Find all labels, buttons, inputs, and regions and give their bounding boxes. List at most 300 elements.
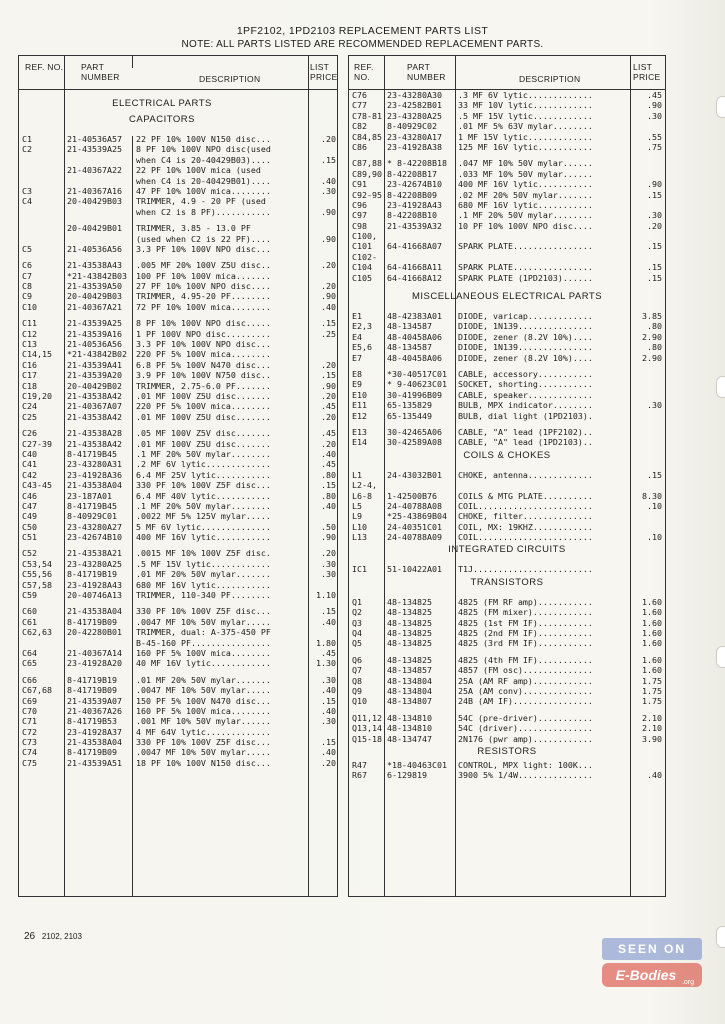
table-row bbox=[349, 121, 665, 131]
row-ref: C78-81 bbox=[352, 110, 382, 121]
row-part-number: 48-134807 bbox=[387, 696, 432, 707]
row-description: 125 MF 16V lytic........... bbox=[458, 141, 593, 152]
row-price: .20 bbox=[647, 220, 662, 231]
row-description: 400 MF 16V lytic........... bbox=[136, 532, 271, 543]
column-divider bbox=[132, 56, 133, 68]
table-row bbox=[19, 470, 337, 480]
parts-table-left bbox=[18, 55, 338, 897]
row-part-number: 48-134810 bbox=[387, 723, 432, 734]
row-price: .15 bbox=[647, 272, 662, 283]
row-part-number: 21-43539A51 bbox=[67, 757, 122, 768]
section-heading bbox=[19, 112, 337, 128]
row-ref: C71 bbox=[22, 716, 37, 727]
row-description: .01 MF 100V Z5U disc....... bbox=[136, 438, 271, 449]
row-ref: C77 bbox=[352, 100, 367, 111]
row-description: 6.4 MF 25V lytic........... bbox=[136, 469, 271, 480]
row-part-number: 23-43280A25 bbox=[67, 558, 122, 569]
section-heading-text: COILS & CHOKES bbox=[463, 449, 551, 461]
binder-hole bbox=[716, 646, 725, 668]
row-ref: E1 bbox=[352, 311, 362, 322]
section-heading-text: CAPACITORS bbox=[129, 114, 195, 125]
row-ref: L13 bbox=[352, 532, 367, 543]
row-description: .3 MF 6V lytic............. bbox=[458, 90, 593, 100]
row-part-number: 48-134810 bbox=[387, 712, 432, 723]
row-description: DIODE, 1N139............... bbox=[458, 342, 593, 353]
table-row bbox=[19, 590, 337, 600]
table-row bbox=[19, 606, 337, 616]
table-row bbox=[19, 318, 337, 328]
row-description: 4825 (4th FM IF)........... bbox=[458, 654, 593, 665]
binder-hole bbox=[716, 926, 725, 948]
table-row bbox=[349, 231, 665, 241]
row-ref: C16 bbox=[22, 359, 37, 370]
row-description: 3.3 PF 10% 100V NPO disc... bbox=[136, 339, 271, 350]
row-part-number: * 9-40623C01 bbox=[387, 379, 447, 390]
row-description: DIODE, 1N139............... bbox=[458, 321, 593, 332]
table-row bbox=[349, 90, 665, 100]
table-row bbox=[19, 439, 337, 449]
table-row bbox=[349, 111, 665, 121]
row-description: .2 MF 6V lytic............. bbox=[136, 459, 271, 470]
row-description: .1 MF 20% 50V mylar........ bbox=[136, 448, 271, 459]
section-heading bbox=[349, 575, 665, 591]
row-price: .45 bbox=[647, 90, 662, 100]
row-description: 4 MF 64V lytic............. bbox=[136, 726, 271, 737]
row-description: .005 MF 20% 100V Z5U disc.. bbox=[136, 260, 271, 271]
row-description: 6.4 MF 40V lytic........... bbox=[136, 490, 271, 501]
row-description: TRIMMER, dual: A-375-450 PF bbox=[136, 627, 271, 638]
rows-left bbox=[19, 90, 337, 768]
row-description: .0047 MF 10% 50V mylar..... bbox=[136, 747, 271, 758]
row-ref: C102- bbox=[352, 251, 377, 262]
row-ref: E5,6 bbox=[352, 342, 372, 353]
row-description: 1 PF 100V NPO disc......... bbox=[136, 328, 271, 339]
row-price: .30 bbox=[647, 210, 662, 221]
row-ref: L6-8 bbox=[352, 490, 372, 501]
row-part-number: 21-40367A07 bbox=[67, 401, 122, 412]
table-row bbox=[19, 747, 337, 757]
row-part-number: 30-42465A06 bbox=[387, 426, 442, 437]
row-ref: E12 bbox=[352, 410, 367, 421]
row-description: .5 MF 15V lytic............ bbox=[136, 558, 271, 569]
row-description: TRIMMER, 4.95-20 PF........ bbox=[136, 291, 271, 302]
row-description: 10 PF 10% 100V NPO disc.... bbox=[458, 220, 593, 231]
row-part-number: 8-41719B53 bbox=[67, 716, 117, 727]
row-description: TRIMMER, 110-340 PF........ bbox=[136, 590, 271, 601]
table-row bbox=[19, 617, 337, 627]
row-price: .40 bbox=[647, 770, 662, 781]
row-price: .40 bbox=[321, 747, 336, 758]
row-description: CONTROL, MPX light: 100K... bbox=[458, 759, 593, 770]
table-row bbox=[349, 665, 665, 675]
row-part-number: 8-42208B17 bbox=[387, 168, 437, 179]
row-part-number: 48-134825 bbox=[387, 607, 432, 618]
table-row bbox=[19, 532, 337, 542]
row-ref: C50 bbox=[22, 521, 37, 532]
row-description: DIODE, zener (8.2V 10%).... bbox=[458, 352, 593, 363]
row-part-number: *30-40517C01 bbox=[387, 368, 447, 379]
table-row bbox=[19, 349, 337, 359]
row-price: 2.90 bbox=[642, 352, 662, 363]
row-price: .80 bbox=[321, 469, 336, 480]
row-ref: C4 bbox=[22, 196, 32, 207]
row-part-number: 23-43280A31 bbox=[67, 459, 122, 470]
section-heading bbox=[19, 96, 337, 112]
row-ref: C14,15 bbox=[22, 349, 52, 360]
row-part-number: 64-41668A07 bbox=[387, 241, 442, 252]
row-description: 330 PF 10% 100V Z5F disc... bbox=[136, 480, 271, 491]
row-part-number: 20-42280B01 bbox=[67, 627, 122, 638]
table-row bbox=[349, 273, 665, 283]
row-description: .001 MF 10% 50V mylar...... bbox=[136, 716, 271, 727]
section-heading-text: MISCELLANEOUS ELECTRICAL PARTS bbox=[411, 291, 603, 303]
row-part-number: 21-43539A32 bbox=[387, 220, 442, 231]
row-price: .40 bbox=[321, 685, 336, 696]
row-price: .90 bbox=[647, 179, 662, 190]
row-part-number: *18-40463C01 bbox=[387, 759, 447, 770]
row-ref: IC1 bbox=[352, 564, 367, 575]
row-description: 680 MF 16V lytic........... bbox=[136, 579, 271, 590]
row-part-number: 8-41719B45 bbox=[67, 500, 117, 511]
row-price: .40 bbox=[321, 301, 336, 312]
table-row bbox=[19, 459, 337, 469]
table-row bbox=[19, 569, 337, 579]
table-row bbox=[349, 332, 665, 342]
row-description: CABLE, speaker............. bbox=[458, 389, 593, 400]
row-description: SPARK PLATE (1PD2103)...... bbox=[458, 272, 593, 283]
row-part-number: 48-134825 bbox=[387, 617, 432, 628]
row-ref: E13 bbox=[352, 426, 367, 437]
row-ref: E7 bbox=[352, 352, 362, 363]
section-heading bbox=[349, 744, 665, 760]
row-description: .1 MF 20% 50V mylar........ bbox=[458, 210, 593, 221]
row-price: 2.90 bbox=[642, 331, 662, 342]
row-description: TRIMMER, 4.9 - 20 PF (used bbox=[136, 196, 266, 207]
row-part-number: 23-41928A38 bbox=[387, 141, 442, 152]
row-price: .45 bbox=[321, 401, 336, 412]
row-description: 25A (AM conv).............. bbox=[458, 685, 593, 696]
row-ref: C27-39 bbox=[22, 438, 52, 449]
row-part-number: 21-43538A43 bbox=[67, 260, 122, 271]
row-description: 3.3 PF 10% 100V NPO disc... bbox=[136, 243, 271, 254]
row-description: .01 MF 20% 50V mylar....... bbox=[136, 674, 271, 685]
row-ref: C64 bbox=[22, 647, 37, 658]
row-ref: L5 bbox=[352, 500, 362, 511]
row-price: .50 bbox=[321, 521, 336, 532]
table-row bbox=[349, 470, 665, 480]
row-ref: C75 bbox=[22, 757, 37, 768]
row-price: 2.10 bbox=[642, 712, 662, 723]
row-ref: Q5 bbox=[352, 638, 362, 649]
row-price: .15 bbox=[321, 370, 336, 381]
table-row bbox=[19, 412, 337, 422]
row-ref: C12 bbox=[22, 328, 37, 339]
table-row bbox=[349, 262, 665, 272]
row-ref: C61 bbox=[22, 616, 37, 627]
row-ref: C10 bbox=[22, 301, 37, 312]
row-part-number: 21-43539A25 bbox=[67, 318, 122, 329]
row-ref: Q9 bbox=[352, 685, 362, 696]
col-desc-header: DESCRIPTION bbox=[519, 74, 581, 84]
table-row bbox=[349, 770, 665, 780]
row-part-number: 48-134825 bbox=[387, 654, 432, 665]
row-price: .15 bbox=[321, 480, 336, 491]
row-description: .1 MF 20% 50V mylar........ bbox=[136, 500, 271, 511]
table-row bbox=[19, 648, 337, 658]
row-part-number: 21-43539A07 bbox=[67, 695, 122, 706]
row-description: .01 MF 100V Z5U disc....... bbox=[136, 411, 271, 422]
row-price: .20 bbox=[321, 359, 336, 370]
row-price: .40 bbox=[321, 500, 336, 511]
watermark-line1: SEEN ON bbox=[617, 942, 687, 956]
row-description: 400 MF 16V lytic........... bbox=[458, 179, 593, 190]
row-price: .30 bbox=[321, 674, 336, 685]
row-price: .10 bbox=[647, 500, 662, 511]
row-description: .01 MF 100V Z5U disc....... bbox=[136, 390, 271, 401]
row-price: .15 bbox=[321, 737, 336, 748]
row-part-number: 6-129819 bbox=[387, 770, 427, 781]
table-row bbox=[19, 176, 337, 186]
row-ref: C104 bbox=[352, 262, 372, 273]
row-price: .45 bbox=[321, 428, 336, 439]
row-part-number: 23-42674B10 bbox=[67, 532, 122, 543]
row-price: .40 bbox=[321, 448, 336, 459]
row-price: .30 bbox=[321, 558, 336, 569]
row-description: 25A (AM RF amp)............ bbox=[458, 675, 593, 686]
row-ref: C76 bbox=[352, 90, 367, 100]
row-part-number: 21-43538A42 bbox=[67, 390, 122, 401]
table-row bbox=[19, 449, 337, 459]
table-row bbox=[19, 381, 337, 391]
row-part-number: 21-40367A14 bbox=[67, 647, 122, 658]
row-description: 100 PF 10% 100V mica....... bbox=[136, 270, 271, 281]
row-ref: E2,3 bbox=[352, 321, 372, 332]
table-row bbox=[19, 758, 337, 768]
row-ref: C3 bbox=[22, 185, 32, 196]
row-description: .047 MF 10% 50V mylar...... bbox=[458, 158, 593, 169]
row-ref: R47 bbox=[352, 759, 367, 770]
table-row bbox=[349, 158, 665, 168]
row-part-number: 21-40367A22 bbox=[67, 165, 122, 176]
row-part-number: 8-41719B19 bbox=[67, 674, 117, 685]
column-headers bbox=[19, 56, 337, 90]
table-row bbox=[349, 200, 665, 210]
col-price-header: LIST PRICE bbox=[310, 62, 338, 82]
row-price: 1.60 bbox=[642, 596, 662, 607]
table-row bbox=[19, 302, 337, 312]
row-description: 2N176 (pwr amp)............ bbox=[458, 733, 593, 744]
row-description: 160 PF 5% 100V mica........ bbox=[136, 705, 271, 716]
table-row bbox=[349, 142, 665, 152]
table-row bbox=[19, 196, 337, 206]
col-price-header: LIST PRICE bbox=[633, 62, 661, 82]
row-part-number: 48-134825 bbox=[387, 628, 432, 639]
row-description: .0022 MF 5% 125V mylar..... bbox=[136, 511, 271, 522]
page-number: 26 bbox=[24, 931, 36, 942]
row-description: .5 MF 15V lytic............ bbox=[458, 110, 593, 121]
row-ref: C57,58 bbox=[22, 579, 52, 590]
row-part-number: 8-42208B10 bbox=[387, 210, 437, 221]
binder-hole bbox=[716, 96, 725, 118]
row-price: .45 bbox=[321, 647, 336, 658]
row-price: .15 bbox=[321, 606, 336, 617]
watermark-line2: E-Bodies bbox=[615, 967, 677, 983]
row-ref: Q2 bbox=[352, 607, 362, 618]
row-part-number: 23-43280A27 bbox=[67, 521, 122, 532]
row-part-number: 21-43539A25 bbox=[67, 144, 122, 155]
row-description: .01 MF 5% 63V mylar........ bbox=[458, 121, 593, 132]
row-description: 220 PF 5% 100V mica........ bbox=[136, 349, 271, 360]
row-price: 1.10 bbox=[316, 590, 336, 601]
row-description: CABLE, accessory........... bbox=[458, 368, 593, 379]
row-price: 1.75 bbox=[642, 675, 662, 686]
table-row bbox=[349, 437, 665, 447]
row-description: SPARK PLATE................ bbox=[458, 241, 593, 252]
row-price: .20 bbox=[321, 281, 336, 292]
table-row bbox=[19, 244, 337, 254]
row-description: TRIMMER, 3.85 - 13.0 PF bbox=[136, 223, 251, 234]
row-price: 1.60 bbox=[642, 638, 662, 649]
table-row bbox=[349, 221, 665, 231]
row-ref: C72 bbox=[22, 726, 37, 737]
table-row bbox=[19, 260, 337, 270]
row-ref: Q6 bbox=[352, 654, 362, 665]
row-price: .55 bbox=[647, 131, 662, 142]
table-row bbox=[349, 241, 665, 251]
row-description: 8 PF 10% 100V NPO disc..... bbox=[136, 318, 271, 329]
row-description: 220 PF 5% 100V mica........ bbox=[136, 401, 271, 412]
table-row bbox=[19, 559, 337, 569]
table-row bbox=[19, 638, 337, 648]
row-ref: C70 bbox=[22, 705, 37, 716]
row-ref: C7 bbox=[22, 270, 32, 281]
row-description: DIODE, varicap............. bbox=[458, 311, 593, 322]
row-part-number: 21-40536A56 bbox=[67, 243, 122, 254]
table-row bbox=[349, 169, 665, 179]
col-part-header: PART NUMBER bbox=[81, 62, 120, 82]
table-row bbox=[349, 628, 665, 638]
table-row bbox=[19, 391, 337, 401]
row-ref: C19,20 bbox=[22, 390, 52, 401]
row-part-number: 21-43538A28 bbox=[67, 428, 122, 439]
section-heading bbox=[349, 542, 665, 558]
row-price: .80 bbox=[647, 342, 662, 353]
row-part-number: 8-42208B09 bbox=[387, 189, 437, 200]
rows-right bbox=[349, 90, 665, 781]
row-description: 3900 5% 1/4W............... bbox=[458, 770, 593, 781]
parts-table-right bbox=[348, 55, 666, 897]
row-part-number: 21-43538A42 bbox=[67, 438, 122, 449]
row-description: BULB, MPX indicator........ bbox=[458, 400, 593, 411]
row-ref: C11 bbox=[22, 318, 37, 329]
row-part-number: 23-42674B10 bbox=[387, 179, 442, 190]
row-ref: C26 bbox=[22, 428, 37, 439]
row-part-number: 21-43538A04 bbox=[67, 737, 122, 748]
table-row bbox=[349, 734, 665, 744]
watermark-suffix: .org bbox=[681, 979, 695, 986]
row-ref: C25 bbox=[22, 411, 37, 422]
row-price: .15 bbox=[647, 241, 662, 252]
row-ref: C82 bbox=[352, 121, 367, 132]
table-row bbox=[19, 155, 337, 165]
row-part-number: 8-41719B09 bbox=[67, 747, 117, 758]
row-description: .0047 MF 10% 50V mylar..... bbox=[136, 616, 271, 627]
row-ref: C73 bbox=[22, 737, 37, 748]
row-price: .80 bbox=[321, 490, 336, 501]
table-row bbox=[349, 179, 665, 189]
row-price: .30 bbox=[647, 400, 662, 411]
row-part-number: 23-43280A17 bbox=[387, 131, 442, 142]
table-row bbox=[19, 360, 337, 370]
table-row bbox=[19, 134, 337, 144]
table-row bbox=[349, 532, 665, 542]
table-row bbox=[19, 727, 337, 737]
row-price: .15 bbox=[321, 695, 336, 706]
table-row bbox=[349, 564, 665, 574]
row-price: .20 bbox=[321, 134, 336, 144]
row-part-number: 23-41928A43 bbox=[67, 579, 122, 590]
row-ref: C96 bbox=[352, 199, 367, 210]
row-price: .90 bbox=[321, 206, 336, 217]
table-row bbox=[19, 522, 337, 532]
row-part-number: 20-40429B03 bbox=[67, 291, 122, 302]
row-part-number: 64-41668A12 bbox=[387, 272, 442, 283]
row-ref: C74 bbox=[22, 747, 37, 758]
row-price: 2.10 bbox=[642, 723, 662, 734]
row-price: .30 bbox=[321, 716, 336, 727]
row-ref: C40 bbox=[22, 448, 37, 459]
table-row bbox=[19, 548, 337, 558]
row-price: .90 bbox=[321, 532, 336, 543]
row-ref: C8 bbox=[22, 281, 32, 292]
row-description: 4825 (1st FM IF)........... bbox=[458, 617, 593, 628]
row-price: .20 bbox=[321, 757, 336, 768]
row-price: 1.75 bbox=[642, 685, 662, 696]
row-price: .20 bbox=[321, 548, 336, 559]
row-ref: C89,90 bbox=[352, 168, 382, 179]
row-price: .30 bbox=[321, 185, 336, 196]
row-price: 1.60 bbox=[642, 654, 662, 665]
row-ref: C69 bbox=[22, 695, 37, 706]
row-price: .40 bbox=[321, 616, 336, 627]
table-row bbox=[19, 685, 337, 695]
row-ref: Q15-18 bbox=[352, 733, 382, 744]
row-ref: C49 bbox=[22, 511, 37, 522]
table-row bbox=[19, 234, 337, 244]
row-part-number: 20-40429B03 bbox=[67, 196, 122, 207]
row-ref: C59 bbox=[22, 590, 37, 601]
row-description: .033 MF 10% 50V mylar...... bbox=[458, 168, 593, 179]
table-row bbox=[349, 311, 665, 321]
table-row bbox=[19, 696, 337, 706]
row-price: .40 bbox=[321, 175, 336, 186]
row-ref: C53,54 bbox=[22, 558, 52, 569]
table-row bbox=[19, 580, 337, 590]
row-description: SOCKET, shorting........... bbox=[458, 379, 593, 390]
row-description: 680 MF 16V lytic........... bbox=[458, 199, 593, 210]
table-row bbox=[349, 342, 665, 352]
row-part-number: 21-43538A04 bbox=[67, 480, 122, 491]
row-description: (used when C2 is 22 PF).... bbox=[136, 233, 271, 244]
row-price: .90 bbox=[321, 233, 336, 244]
row-part-number: 21-43539A50 bbox=[67, 281, 122, 292]
row-ref: C105 bbox=[352, 272, 372, 283]
table-row bbox=[19, 370, 337, 380]
row-part-number: 8-40929C02 bbox=[387, 121, 437, 132]
row-price: 8.30 bbox=[642, 490, 662, 501]
row-price: .15 bbox=[321, 154, 336, 165]
row-description: DIODE, zener (8.2V 10%).... bbox=[458, 331, 593, 342]
